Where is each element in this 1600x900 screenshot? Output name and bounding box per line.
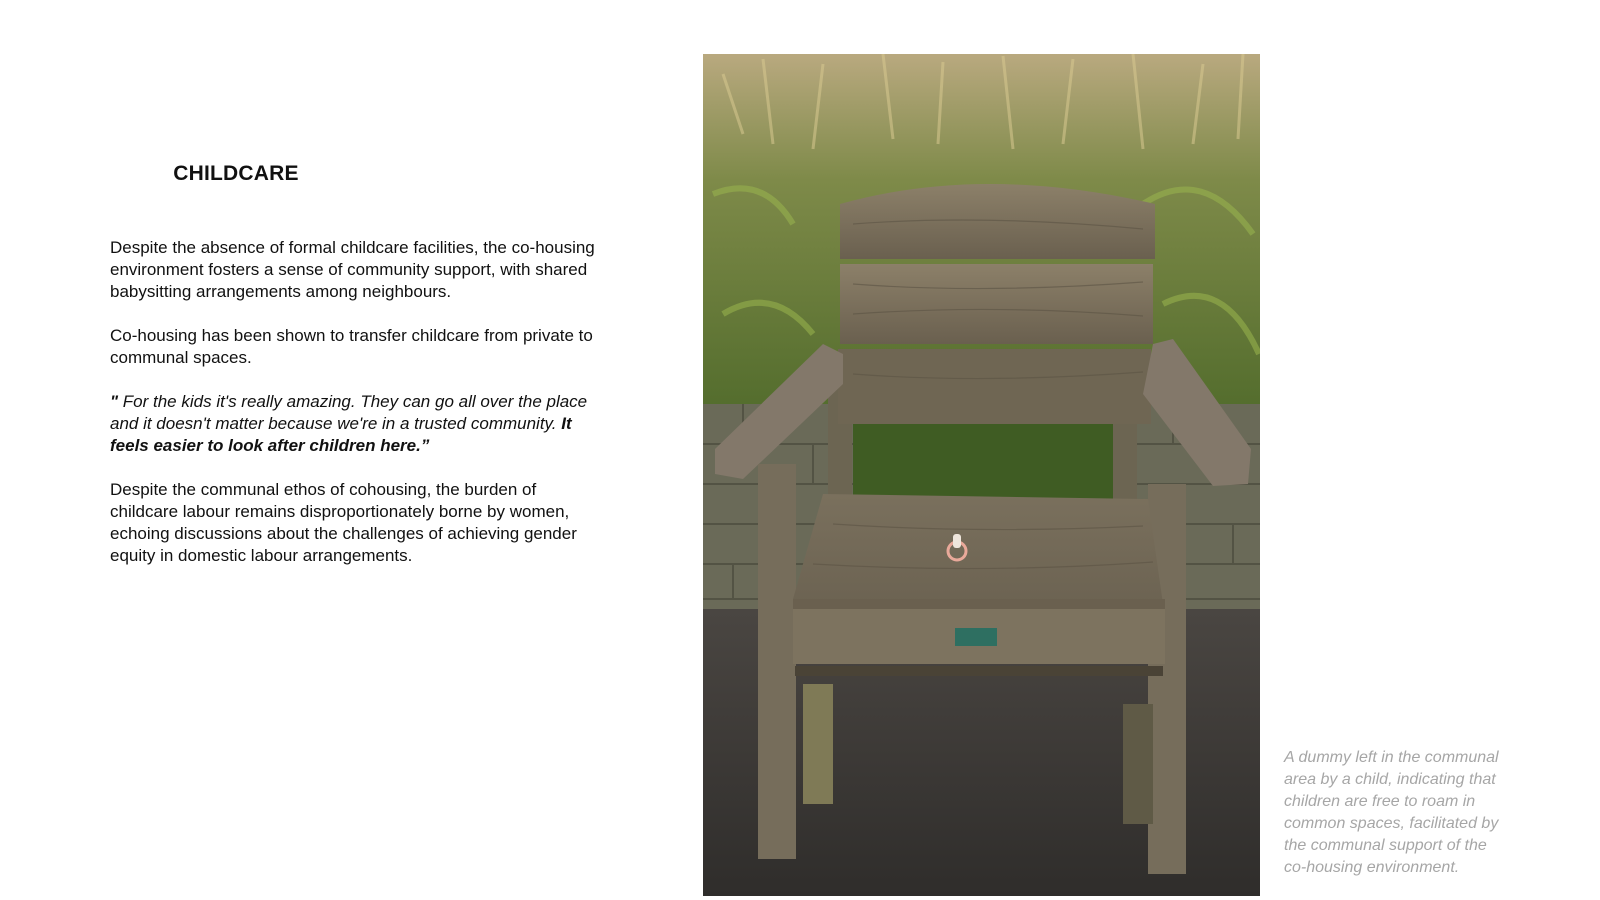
photo-caption: A dummy left in the communal area by a child, indicating that children are free to roam in common spaces, facilitated by the communal support of the co-housing environment. <box>1284 749 1499 876</box>
paragraph-communal-spaces: Co-housing has been shown to transfer childcare from private to communal spaces. <box>110 326 593 367</box>
paragraph-gender-equity: Despite the communal ethos of cohousing, the burden of childcare labour remains disproportionately borne by women, echoing discussions about the challenges of achieving gender equity in domestic labour arrangements. <box>110 480 577 565</box>
page-title: CHILDCARE <box>173 162 299 185</box>
paragraph-community-support: Despite the absence of formal childcare facilities, the co-housing environment fosters a sense of community support, with shared babysitting arrangements among neighbours. <box>110 238 595 301</box>
chair-photo <box>703 54 1260 896</box>
quote-open-mark: " <box>110 392 119 411</box>
body-text <box>110 237 600 589</box>
quote-emphasis: It feels easier to look after children here. <box>110 414 572 455</box>
resident-quote <box>110 391 600 457</box>
quote-close-mark: ” <box>420 436 430 455</box>
quote-text: For the kids it's really amazing. They can go all over the place and it doesn't matter because we're in a trusted community. <box>110 392 588 433</box>
